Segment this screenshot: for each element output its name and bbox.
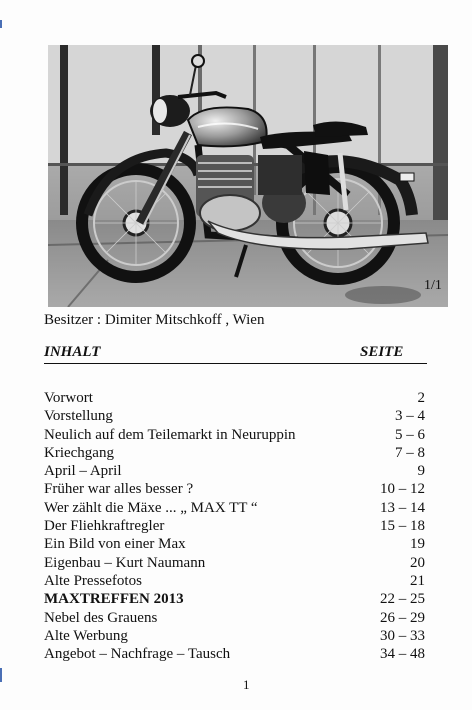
toc-entry-pages: 7 – 8 — [395, 444, 425, 461]
toc-entry — [44, 517, 427, 535]
toc-entry-pages: 3 – 4 — [395, 408, 425, 425]
toc-entry — [44, 407, 427, 425]
scan-edge-mark — [0, 668, 2, 682]
page-number: 1 — [243, 677, 250, 692]
toc-entry-title: Wer zählt die Mäxe ... „ MAX TT “ — [44, 499, 258, 516]
toc-entry-title: Eigenbau – Kurt Naumann — [44, 554, 206, 571]
toc-entry-title: Kriechgang — [44, 444, 114, 461]
toc-entry-pages: 20 — [410, 554, 425, 571]
toc-entry-pages: 5 – 6 — [395, 426, 425, 443]
toc-entry-pages: 19 — [410, 536, 425, 553]
toc-entry — [44, 645, 427, 663]
toc-entry-title: Vorstellung — [44, 408, 113, 425]
toc-entry-pages: 13 – 14 — [380, 499, 425, 516]
toc-entry-title: Der Fliehkraftregler — [44, 518, 165, 535]
toc-entry-pages: 30 – 33 — [380, 627, 425, 644]
toc-entry-pages: 34 – 48 — [380, 646, 425, 663]
toc-entry-title: Nebel des Grauens — [44, 609, 158, 626]
toc-entry-pages: 21 — [410, 572, 425, 589]
photo-caption: Besitzer : Dimiter Mitschkoff , Wien — [44, 312, 265, 328]
toc-entry — [44, 572, 427, 590]
toc-header — [44, 344, 427, 364]
toc-entry-title: April – April — [44, 463, 122, 480]
toc-entry-title: Alte Pressefotos — [44, 572, 142, 589]
photo-mark: 1/1 — [424, 278, 442, 293]
toc-entry-title: Angebot – Nachfrage – Tausch — [44, 646, 231, 663]
toc-entry-title: Neulich auf dem Teilemarkt in Neuruppin — [44, 426, 296, 443]
toc-entry-pages: 15 – 18 — [380, 518, 425, 535]
toc-entry-pages: 2 — [417, 390, 425, 406]
toc-entry — [44, 480, 427, 498]
motorcycle-photo — [48, 45, 448, 307]
toc-entry — [44, 535, 427, 553]
toc-entry — [44, 609, 427, 627]
scan-edge-mark — [0, 20, 2, 28]
toc-entry — [44, 499, 427, 517]
toc-entry-title: Früher war alles besser ? — [44, 481, 194, 498]
table-of-contents — [44, 389, 427, 663]
toc-entry-pages: 26 – 29 — [380, 609, 425, 626]
toc-entry — [44, 389, 427, 407]
toc-page-label: SEITE — [360, 344, 404, 360]
toc-entry — [44, 590, 427, 608]
toc-title: INHALT — [44, 344, 101, 360]
toc-entry-title: Alte Werbung — [44, 627, 128, 644]
toc-entry — [44, 444, 427, 462]
toc-entry — [44, 426, 427, 444]
toc-entry-title: Vorwort — [44, 390, 93, 406]
toc-entry-pages: 10 – 12 — [380, 481, 425, 498]
toc-entry-title: Ein Bild von einer Max — [44, 536, 186, 553]
toc-entry — [44, 554, 427, 572]
toc-entry — [44, 627, 427, 645]
toc-entry-pages: 9 — [417, 463, 425, 480]
toc-entry-pages: 22 – 25 — [380, 591, 425, 608]
toc-entry — [44, 462, 427, 480]
toc-entry-title: MAXTREFFEN 2013 — [44, 591, 184, 608]
